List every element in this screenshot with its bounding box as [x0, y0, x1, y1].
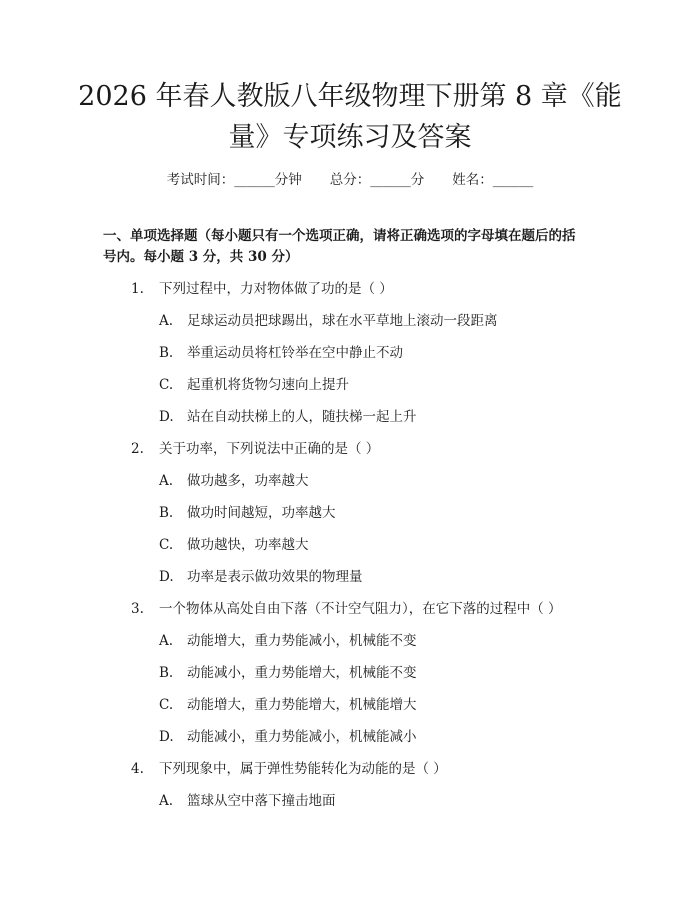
option-text: 动能增大，重力势能减小，机械能不变	[187, 633, 417, 649]
option-letter: C.	[159, 377, 174, 393]
title-line-2: 量》专项练习及答案	[228, 122, 472, 153]
question-number: 3.	[131, 601, 144, 617]
option-3a	[159, 632, 417, 650]
option-4a	[159, 792, 336, 810]
option-text: 动能减小，重力势能减小，机械能减小	[187, 729, 417, 745]
section-heading	[103, 226, 603, 268]
option-text: 篮球从空中落下撞击地面	[187, 793, 336, 809]
option-letter: D.	[159, 409, 174, 425]
option-letter: C.	[159, 537, 174, 553]
question-text: 下列现象中，属于弹性势能转化为动能的是（ ）	[159, 761, 447, 777]
option-1c	[159, 376, 349, 394]
question-text: 下列过程中，力对物体做了功的是（ ）	[159, 281, 393, 297]
option-text: 站在自动扶梯上的人，随扶梯一起上升	[187, 409, 417, 425]
option-2c	[159, 536, 309, 554]
option-letter: A.	[159, 473, 174, 489]
option-text: 做功越快，功率越大	[187, 537, 309, 553]
option-letter: A.	[159, 793, 174, 809]
title-line-1: 2026 年春人教版八年级物理下册第 8 章《能	[78, 81, 622, 112]
option-text: 动能减小，重力势能增大，机械能不变	[187, 665, 417, 681]
exam-score: 总分：______分	[329, 172, 425, 188]
question-text: 关于功率，下列说法中正确的是（ ）	[159, 441, 380, 457]
exam-meta	[0, 168, 700, 188]
option-letter: B.	[159, 665, 174, 681]
option-2b	[159, 504, 336, 522]
section-heading-line-2: 号内。每小题 3 分，共 30 分）	[103, 249, 299, 265]
option-3d	[159, 728, 417, 746]
option-text: 做功越多，功率越大	[187, 473, 309, 489]
question-2	[131, 440, 379, 458]
question-number: 2.	[131, 441, 144, 457]
exam-time: 考试时间：______分钟	[166, 172, 302, 188]
option-2a	[159, 472, 309, 490]
question-text: 一个物体从高处自由下落（不计空气阻力），在它下落的过程中（ ）	[159, 601, 562, 617]
option-3b	[159, 664, 417, 682]
option-letter: D.	[159, 729, 174, 745]
option-3c	[159, 696, 417, 714]
option-text: 动能增大，重力势能增大，机械能增大	[187, 697, 417, 713]
option-text: 起重机将货物匀速向上提升	[187, 377, 349, 393]
option-letter: C.	[159, 697, 174, 713]
question-3	[131, 600, 562, 618]
option-letter: A.	[159, 633, 174, 649]
option-1d	[159, 408, 417, 426]
option-letter: B.	[159, 345, 174, 361]
option-2d	[159, 568, 363, 586]
student-name: 姓名：______	[452, 172, 534, 188]
question-number: 4.	[131, 761, 144, 777]
option-1a	[159, 312, 498, 330]
option-letter: A.	[159, 313, 174, 329]
option-text: 足球运动员把球踢出，球在水平草地上滚动一段距离	[187, 313, 498, 329]
question-1	[131, 280, 393, 298]
section-heading-line-1: 一、单项选择题（每小题只有一个选项正确，请将正确选项的字母填在题后的括	[103, 228, 576, 244]
option-text: 功率是表示做功效果的物理量	[187, 569, 363, 585]
option-text: 举重运动员将杠铃举在空中静止不动	[187, 345, 403, 361]
option-letter: D.	[159, 569, 174, 585]
option-text: 做功时间越短，功率越大	[187, 505, 336, 521]
question-4	[131, 760, 447, 778]
question-number: 1.	[131, 281, 144, 297]
document-title	[60, 76, 640, 158]
option-1b	[159, 344, 403, 362]
option-letter: B.	[159, 505, 174, 521]
